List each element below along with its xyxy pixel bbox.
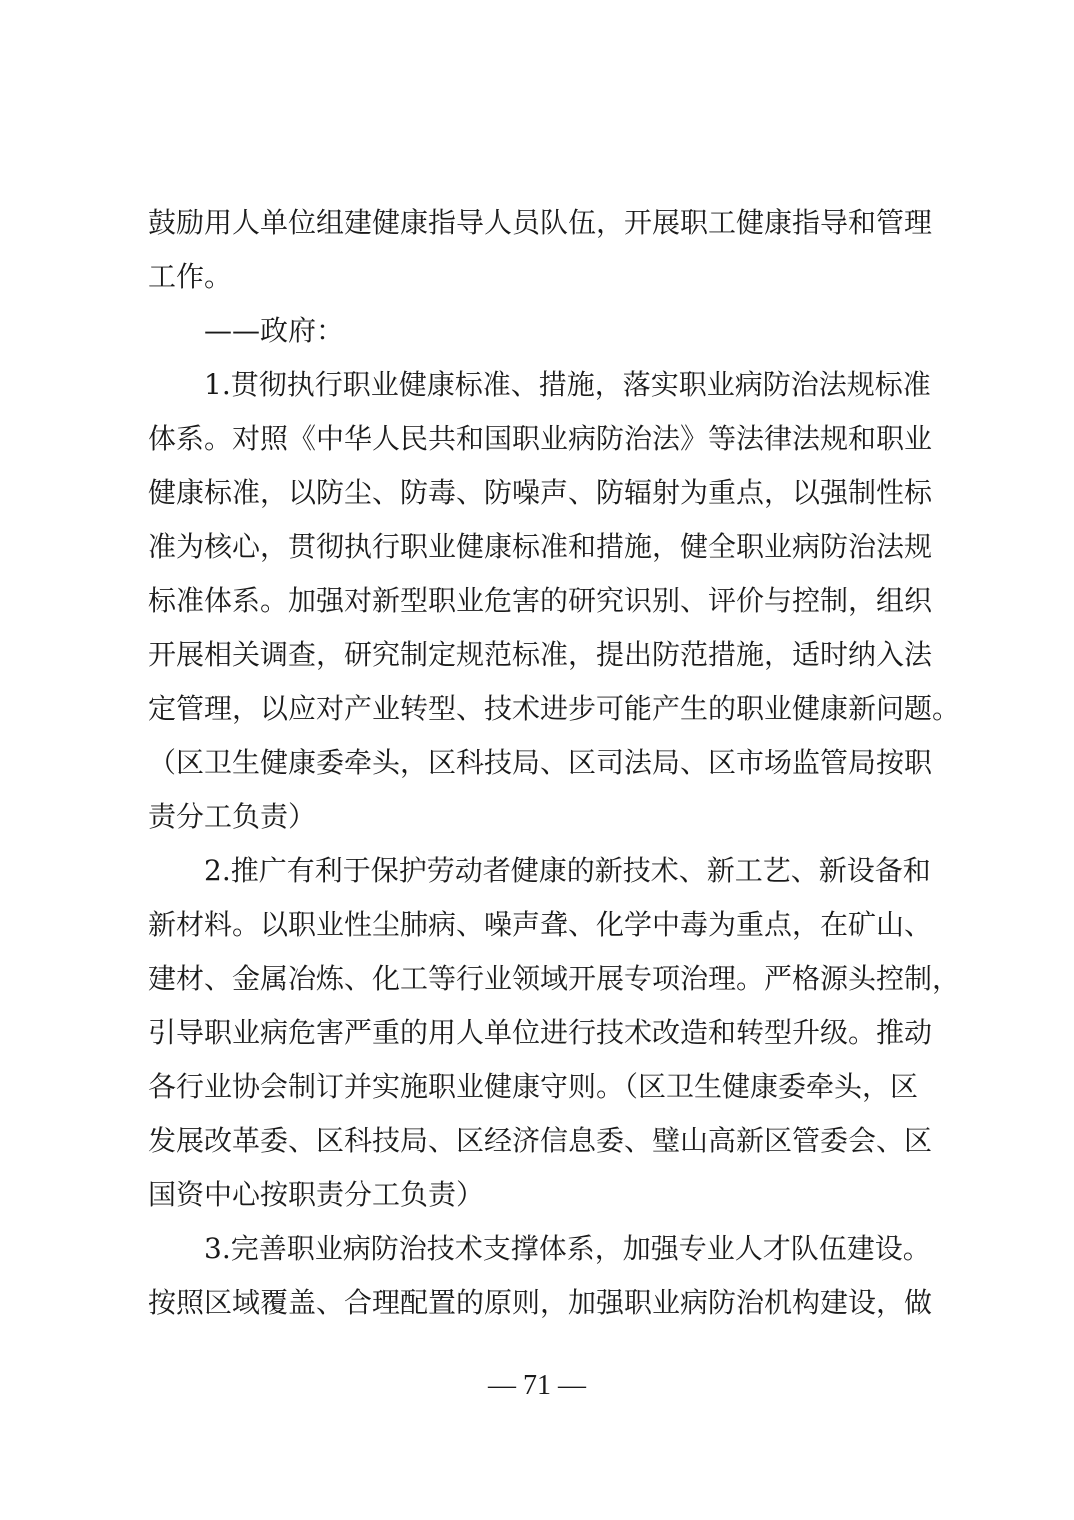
paragraph-line: 按照区域覆盖、合理配置的原则，加强职业病防治机构建设，做 xyxy=(148,1286,933,1319)
page-number: — 71 — xyxy=(488,1370,586,1401)
paragraph-line: 责分工负责） xyxy=(148,800,317,833)
item-1-heading: 1.贯彻执行职业健康标准、措施，落实职业病防治法规标准 xyxy=(204,368,931,401)
paragraph-line: 国资中心按职责分工负责） xyxy=(148,1178,485,1211)
paragraph-line: 健康标准，以防尘、防毒、防噪声、防辐射为重点，以强制性标 xyxy=(148,476,933,509)
paragraph-line: 准为核心，贯彻执行职业健康标准和措施，健全职业病防治法规 xyxy=(148,530,933,563)
item-2-heading: 2.推广有利于保护劳动者健康的新技术、新工艺、新设备和 xyxy=(204,854,931,887)
paragraph-line: 体系。对照《中华人民共和国职业病防治法》等法律法规和职业 xyxy=(148,422,933,455)
paragraph-line: 建材、金属冶炼、化工等行业领域开展专项治理。严格源头控制， xyxy=(148,962,961,995)
paragraph-line: 各行业协会制订并实施职业健康守则。（区卫生健康委牵头，区 xyxy=(148,1070,919,1103)
section-heading-government: ——政府： xyxy=(204,314,345,347)
paragraph-line: 鼓励用人单位组建健康指导人员队伍，开展职工健康指导和管理 xyxy=(148,206,933,239)
paragraph-line: 发展改革委、区科技局、区经济信息委、璧山高新区管委会、区 xyxy=(148,1124,933,1157)
paragraph-line: 定管理，以应对产业转型、技术进步可能产生的职业健康新问题。 xyxy=(148,692,961,725)
paragraph-line: 开展相关调查，研究制定规范标准，提出防范措施，适时纳入法 xyxy=(148,638,933,671)
paragraph-line: 标准体系。加强对新型职业危害的研究识别、评价与控制，组织 xyxy=(148,584,933,617)
item-3-heading: 3.完善职业病防治技术支撑体系，加强专业人才队伍建设。 xyxy=(204,1232,931,1265)
body-text xyxy=(148,196,961,1330)
paragraph-line: 引导职业病危害严重的用人单位进行技术改造和转型升级。推动 xyxy=(148,1016,933,1049)
paragraph-line: 工作。 xyxy=(148,260,233,293)
paragraph-line: 新材料。以职业性尘肺病、噪声聋、化学中毒为重点，在矿山、 xyxy=(148,908,933,941)
paragraph-line: （区卫生健康委牵头，区科技局、区司法局、区市场监管局按职 xyxy=(148,746,933,779)
